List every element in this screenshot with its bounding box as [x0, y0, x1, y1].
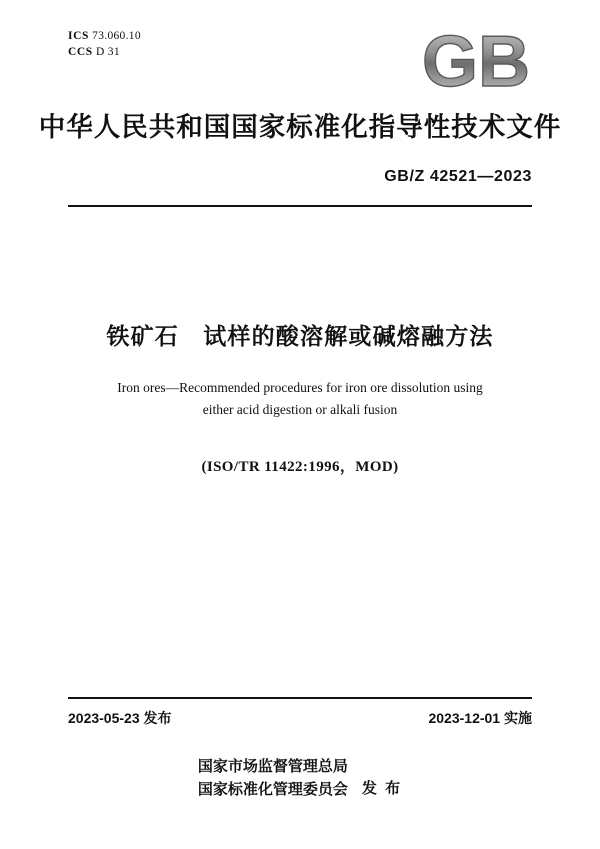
issuer-line-2: 国家标准化管理委员会	[197, 781, 348, 798]
ics-label: ICS	[68, 30, 89, 42]
ccs-label: CCS	[68, 46, 93, 58]
page-title: 中华人民共和国国家标准化指导性技术文件	[38, 112, 562, 142]
divider-top	[68, 205, 532, 207]
issuer-line-1: 国家市场监督管理总局	[197, 758, 348, 775]
svg-text:GB: GB	[422, 24, 530, 98]
date-row	[68, 708, 532, 730]
ccs-code-line	[68, 44, 141, 60]
title-block	[68, 318, 532, 476]
ics-value: 73.060.10	[92, 30, 141, 42]
ccs-value: D 31	[96, 46, 120, 58]
issuer-publish-label: 发 布	[361, 780, 403, 797]
iso-reference: (ISO/TR 11422:1996，MOD)	[201, 459, 399, 475]
cover-header	[68, 24, 532, 98]
issuer-block	[0, 755, 600, 801]
title-chinese: 铁矿石 试样的酸溶解或碱熔融方法	[106, 323, 494, 349]
standard-number: GB/Z 42521—2023	[384, 168, 532, 185]
ics-code-line	[68, 28, 141, 44]
implementation-date: 2023-12-01 实施	[428, 710, 532, 726]
divider-bottom	[68, 697, 532, 699]
classification-codes	[68, 28, 141, 60]
title-english-line1: Iron ores—Recommended procedures for iron ore dissolution using	[117, 380, 483, 395]
title-english	[68, 377, 532, 421]
issuer-names	[198, 755, 348, 801]
issue-date: 2023-05-23 发布	[68, 710, 172, 726]
gb-emblem-icon	[420, 24, 532, 98]
title-english-line2: either acid digestion or alkali fusion	[202, 402, 398, 417]
